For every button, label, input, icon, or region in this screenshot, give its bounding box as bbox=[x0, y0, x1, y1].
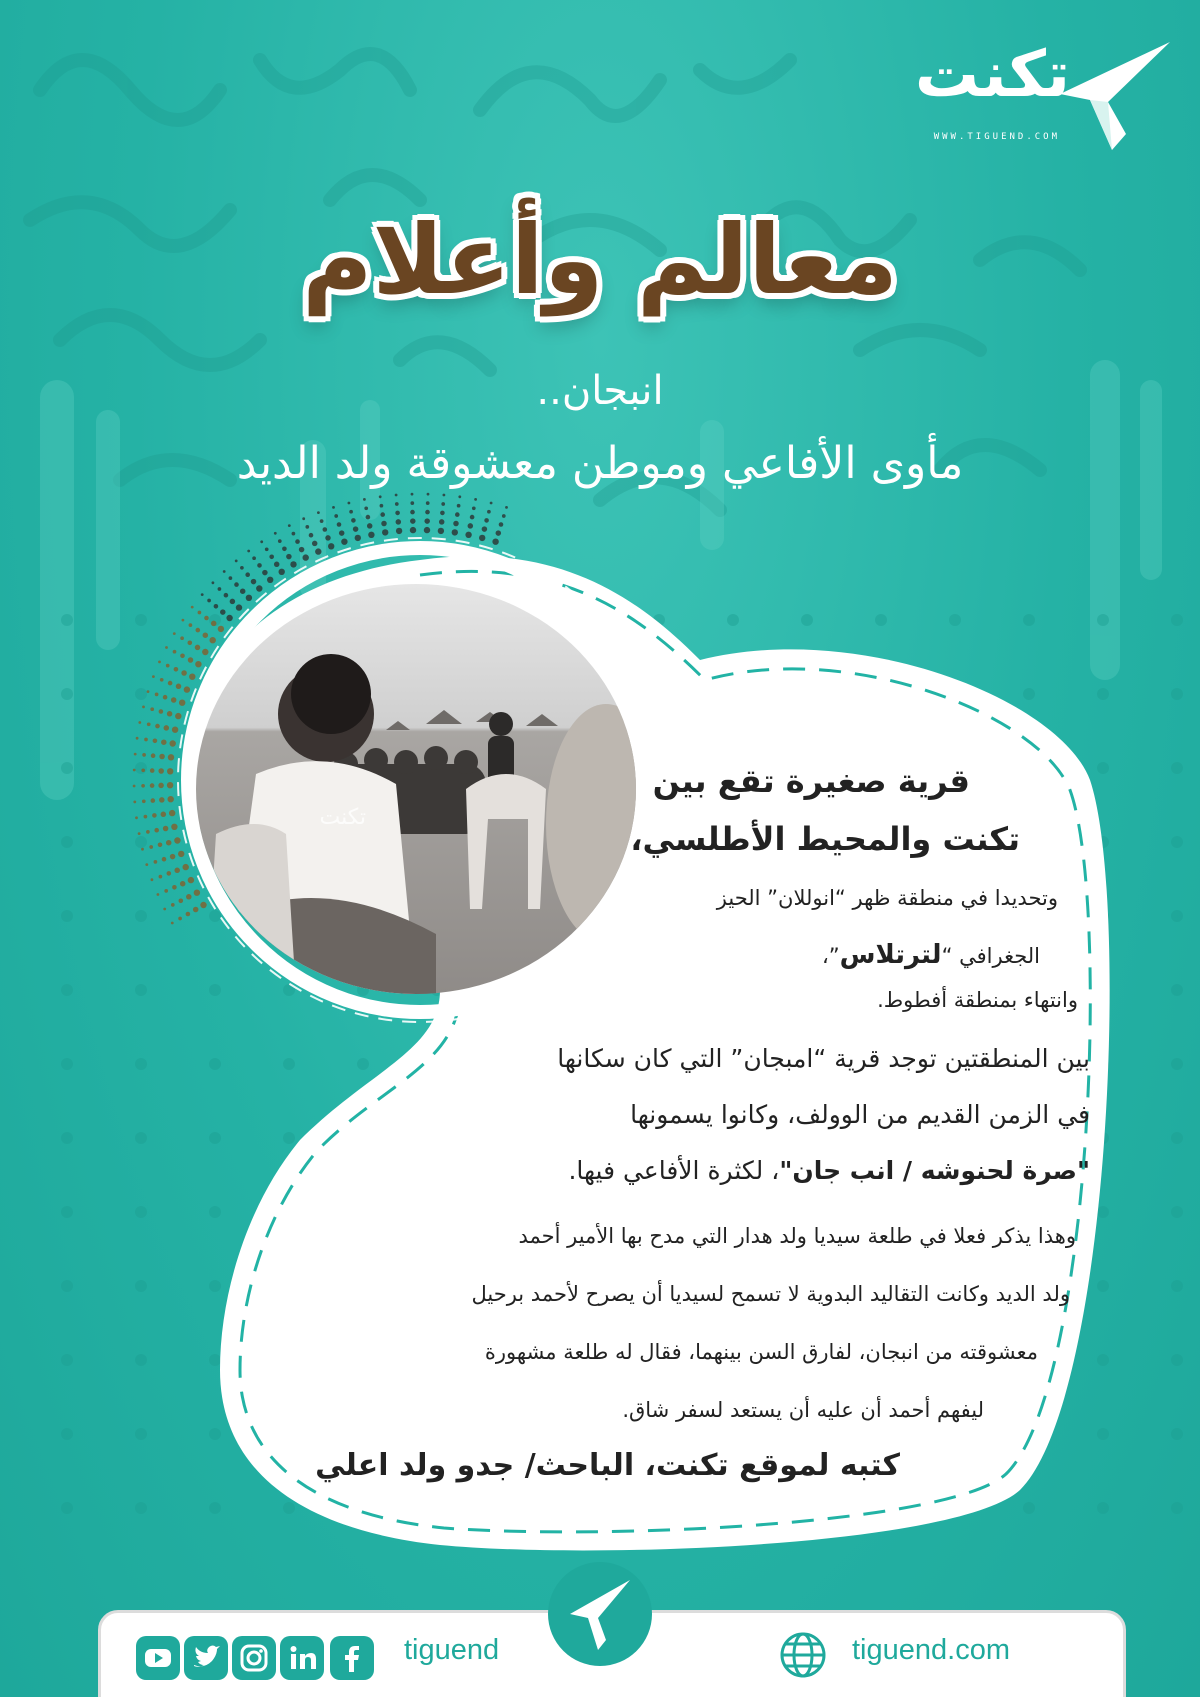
halftone-dot bbox=[173, 650, 177, 654]
halftone-dot bbox=[175, 713, 181, 719]
halftone-dot bbox=[223, 570, 226, 573]
halftone-dot bbox=[161, 812, 167, 818]
halftone-dot bbox=[167, 782, 173, 788]
halftone-dot bbox=[152, 675, 155, 678]
halftone-dot bbox=[142, 799, 146, 803]
halftone-dot bbox=[172, 727, 178, 733]
halftone-dot bbox=[472, 506, 476, 510]
halftone-dot bbox=[159, 797, 165, 803]
halftone-dot bbox=[167, 768, 173, 774]
halftone-dot bbox=[380, 512, 385, 517]
halftone-dot bbox=[299, 547, 305, 553]
halftone-dot bbox=[240, 588, 246, 594]
halftone-dot bbox=[150, 707, 154, 711]
halftone-dot bbox=[348, 502, 351, 505]
halftone-dot bbox=[201, 593, 204, 596]
halftone-dot bbox=[424, 518, 430, 524]
halftone-dot bbox=[191, 606, 194, 609]
halftone-dot bbox=[424, 527, 430, 533]
halftone-dot bbox=[138, 832, 141, 835]
halftone-dot bbox=[262, 570, 268, 576]
paragraph-line-2-b: لترتلاس bbox=[839, 940, 942, 970]
halftone-dot bbox=[182, 619, 185, 622]
halftone-dot bbox=[396, 519, 402, 525]
halftone-dot bbox=[457, 504, 461, 508]
halftone-dot bbox=[154, 828, 159, 833]
halftone-dot bbox=[395, 511, 400, 516]
halftone-dot bbox=[230, 599, 236, 605]
halftone-dot bbox=[396, 528, 402, 534]
halftone-dot bbox=[236, 604, 242, 610]
halftone-dot bbox=[183, 864, 189, 870]
halftone-dot bbox=[496, 530, 502, 536]
halftone-dot bbox=[234, 582, 239, 587]
halftone-dot bbox=[155, 693, 159, 697]
halftone-dot bbox=[439, 519, 445, 525]
paragraph-line-10: ليفهم أحمد أن عليه أن يستعد لسفر شاق. bbox=[622, 1398, 984, 1422]
halftone-dot bbox=[151, 798, 156, 803]
halftone-dot bbox=[487, 510, 491, 514]
halftone-dot bbox=[218, 587, 222, 591]
halftone-dot bbox=[349, 510, 353, 514]
halftone-dot bbox=[174, 667, 179, 672]
halftone-dot bbox=[212, 581, 215, 584]
halftone-dot bbox=[218, 626, 224, 632]
halftone-dot bbox=[169, 810, 175, 816]
halftone-dot bbox=[178, 917, 182, 921]
halftone-dot bbox=[312, 541, 318, 547]
halftone-dot bbox=[341, 539, 347, 545]
halftone-dot bbox=[158, 843, 163, 848]
halftone-dot bbox=[155, 724, 160, 729]
halftone-dot bbox=[142, 706, 145, 709]
halftone-dot bbox=[411, 493, 414, 496]
lead-line-1: قرية صغيرة تقع بين bbox=[652, 762, 970, 800]
photo-watermark: تكنت bbox=[319, 805, 366, 830]
halftone-dot bbox=[302, 517, 305, 520]
halftone-dot bbox=[246, 595, 252, 601]
halftone-dot bbox=[167, 871, 172, 876]
halftone-dot bbox=[465, 532, 471, 538]
halftone-dot bbox=[320, 519, 324, 523]
halftone-dot bbox=[240, 566, 244, 570]
halftone-dot bbox=[180, 654, 185, 659]
halftone-dot bbox=[152, 813, 157, 818]
halftone-dot bbox=[198, 611, 202, 615]
halftone-dot bbox=[278, 539, 282, 543]
paragraph-line-3: وانتهاء بمنطقة أفطوط. bbox=[877, 988, 1078, 1012]
halftone-dot bbox=[181, 670, 187, 676]
author-credit: كتبه لموقع تكنت، الباحث/ جدو ولد اعلي bbox=[315, 1448, 900, 1483]
halftone-dot bbox=[186, 912, 191, 917]
paragraph-line-8: ولد الديد وكانت التقاليد البدوية لا تسمح لسيديا أن يصرح لأحمد برحيل bbox=[471, 1282, 1070, 1306]
subtitle-line-1: انبجان.. bbox=[536, 368, 664, 414]
halftone-dot bbox=[334, 514, 338, 518]
paragraph-line-2 bbox=[822, 940, 1040, 970]
halftone-dot bbox=[168, 681, 173, 686]
halftone-dot bbox=[195, 645, 201, 651]
halftone-dot bbox=[207, 599, 211, 603]
halftone-dot bbox=[159, 875, 163, 879]
halftone-dot bbox=[141, 784, 145, 788]
logo-url: WWW.TIGUEND.COM bbox=[933, 132, 1060, 142]
halftone-dot bbox=[295, 539, 300, 544]
paragraph-line-9: معشوقته من انبجان، لفارق السن بينهما، فقال له طلعة مشهورة bbox=[484, 1340, 1038, 1364]
paragraph-line-2-a: الجغرافي “ bbox=[941, 944, 1040, 968]
halftone-dot bbox=[309, 533, 314, 538]
halftone-dot bbox=[144, 738, 148, 742]
halftone-dot bbox=[151, 878, 154, 881]
social-handle[interactable]: tiguend bbox=[404, 1634, 500, 1666]
halftone-dot bbox=[355, 535, 361, 541]
halftone-dot bbox=[146, 830, 150, 834]
halftone-dot bbox=[202, 649, 208, 655]
halftone-dot bbox=[441, 502, 445, 506]
halftone-dot bbox=[427, 493, 430, 496]
halftone-dot bbox=[204, 616, 209, 621]
halftone-dot bbox=[274, 532, 277, 535]
halftone-dot bbox=[180, 881, 186, 887]
halftone-dot bbox=[147, 722, 151, 726]
halftone-dot bbox=[133, 769, 136, 772]
halftone-dot bbox=[176, 684, 182, 690]
halftone-dot bbox=[163, 826, 169, 832]
halftone-dot bbox=[282, 547, 287, 552]
halftone-dot bbox=[353, 526, 359, 532]
halftone-dot bbox=[186, 894, 192, 900]
halftone-dot bbox=[150, 768, 155, 773]
halftone-dot bbox=[453, 521, 459, 527]
globe-icon bbox=[778, 1630, 828, 1680]
halftone-dot bbox=[368, 532, 374, 538]
lead-line-2: تكنت والمحيط الأطلسي، bbox=[630, 820, 1020, 858]
halftone-dot bbox=[484, 518, 489, 523]
instagram-icon[interactable] bbox=[232, 1636, 276, 1680]
halftone-dot bbox=[265, 547, 269, 551]
halftone-dot bbox=[458, 495, 461, 498]
halftone-dot bbox=[178, 851, 184, 857]
subtitle-line-2: مأوى الأفاعي وموطن معشوقة ولد الديد bbox=[236, 438, 964, 489]
halftone-dot bbox=[142, 753, 146, 757]
halftone-dot bbox=[332, 506, 335, 509]
halftone-dot bbox=[189, 674, 195, 680]
halftone-dot bbox=[224, 593, 229, 598]
halftone-dot bbox=[438, 528, 444, 534]
halftone-dot bbox=[363, 498, 366, 501]
halftone-dot bbox=[395, 494, 398, 497]
halftone-dot bbox=[211, 621, 217, 627]
halftone-dot bbox=[339, 530, 345, 536]
halftone-dot bbox=[167, 711, 173, 717]
halftone-dot bbox=[141, 848, 144, 851]
halftone-dot bbox=[257, 563, 262, 568]
twitter-icon[interactable] bbox=[184, 1636, 228, 1680]
halftone-dot bbox=[286, 554, 292, 560]
halftone-dot bbox=[490, 502, 493, 505]
halftone-dot bbox=[193, 907, 199, 913]
paragraph-line-1: وتحديدا في منطقة ظهر “انوللان” الحيز bbox=[716, 886, 1058, 910]
paragraph-line-6-b: ، لكثرة الأفاعي فيها. bbox=[568, 1156, 780, 1185]
footer-logo-badge bbox=[548, 1562, 652, 1666]
halftone-dot bbox=[382, 529, 388, 535]
halftone-dot bbox=[168, 796, 174, 802]
halftone-dot bbox=[468, 523, 474, 529]
paragraph-line-2-c: ”، bbox=[821, 944, 840, 968]
halftone-dot bbox=[325, 535, 331, 541]
halftone-dot bbox=[395, 502, 399, 506]
historic-photo bbox=[196, 584, 636, 994]
halftone-dot bbox=[195, 661, 201, 667]
page-title: معالم وأعلام bbox=[302, 204, 898, 316]
halftone-dot bbox=[159, 754, 165, 760]
halftone-dot bbox=[164, 889, 168, 893]
halftone-dot bbox=[171, 903, 175, 907]
halftone-dot bbox=[144, 815, 148, 819]
halftone-dot bbox=[502, 514, 506, 518]
paragraph-line-5: في الزمن القديم من الوولف، وكانوا يسمونها bbox=[630, 1100, 1090, 1129]
halftone-dot bbox=[410, 501, 414, 505]
halftone-dot bbox=[256, 585, 262, 591]
halftone-dot bbox=[479, 535, 485, 541]
halftone-dot bbox=[162, 857, 167, 862]
halftone-dot bbox=[170, 854, 176, 860]
halftone-dot bbox=[145, 863, 148, 866]
halftone-dot bbox=[134, 753, 137, 756]
halftone-dot bbox=[245, 572, 250, 577]
halftone-dot bbox=[251, 579, 257, 585]
halftone-dot bbox=[328, 543, 334, 549]
halftone-dot bbox=[290, 561, 296, 567]
halftone-dot bbox=[315, 548, 321, 554]
halftone-dot bbox=[188, 641, 193, 646]
footer-bird-icon bbox=[548, 1562, 652, 1666]
halftone-dot bbox=[160, 678, 164, 682]
halftone-dot bbox=[133, 801, 136, 804]
youtube-icon[interactable] bbox=[136, 1636, 180, 1680]
halftone-dot bbox=[141, 768, 145, 772]
logo-wordmark: تكنت bbox=[914, 38, 1070, 112]
halftone-dot bbox=[292, 532, 296, 536]
halftone-dot bbox=[367, 523, 373, 529]
halftone-dot bbox=[337, 522, 342, 527]
paragraph-line-4: بين المنطقتين توجد قرية “امبجان” التي كان سكانها bbox=[557, 1044, 1090, 1073]
halftone-dot bbox=[317, 511, 320, 514]
halftone-dot bbox=[168, 754, 174, 760]
halftone-dot bbox=[149, 845, 153, 849]
halftone-dot bbox=[425, 510, 430, 515]
halftone-dot bbox=[179, 700, 185, 706]
halftone-dot bbox=[247, 550, 250, 553]
halftone-dot bbox=[153, 739, 158, 744]
halftone-dot bbox=[188, 657, 194, 663]
halftone-dot bbox=[351, 518, 356, 523]
halftone-dot bbox=[165, 646, 168, 649]
halftone-dot bbox=[174, 837, 180, 843]
halftone-dot bbox=[452, 529, 458, 535]
paragraph-line-6 bbox=[568, 1156, 1090, 1185]
halftone-dot bbox=[158, 768, 164, 774]
halftone-dot bbox=[505, 506, 508, 509]
halftone-dot bbox=[163, 908, 166, 911]
halftone-dot bbox=[138, 721, 141, 724]
halftone-dot bbox=[210, 637, 216, 643]
halftone-dot bbox=[474, 498, 477, 501]
facebook-icon[interactable] bbox=[330, 1636, 374, 1680]
halftone-dot bbox=[440, 511, 445, 516]
halftone-dot bbox=[135, 816, 138, 819]
halftone-dot bbox=[267, 577, 273, 583]
halftone-dot bbox=[269, 555, 274, 560]
halftone-dot bbox=[200, 902, 206, 908]
halftone-dot bbox=[279, 569, 285, 575]
halftone-dot bbox=[171, 697, 177, 703]
halftone-dot bbox=[179, 899, 184, 904]
halftone-dot bbox=[158, 661, 161, 664]
halftone-dot bbox=[379, 495, 382, 498]
photo-illustration bbox=[196, 584, 636, 994]
halftone-dot bbox=[410, 527, 416, 533]
halftone-dot bbox=[150, 783, 155, 788]
halftone-dot bbox=[499, 522, 504, 527]
halftone-dot bbox=[173, 632, 176, 635]
halftone-dot bbox=[189, 623, 193, 627]
halftone-dot bbox=[161, 739, 167, 745]
halftone-dot bbox=[171, 922, 174, 925]
halftone-dot bbox=[443, 494, 446, 497]
halftone-dot bbox=[492, 539, 498, 545]
halftone-dot bbox=[303, 554, 309, 560]
halftone-dot bbox=[364, 506, 368, 510]
halftone-dot bbox=[229, 576, 233, 580]
halftone-dot bbox=[235, 560, 238, 563]
halftone-dot bbox=[323, 527, 328, 532]
halftone-dot bbox=[172, 885, 177, 890]
halftone-dot bbox=[381, 521, 387, 527]
halftone-dot bbox=[214, 604, 219, 609]
halftone-dot bbox=[288, 524, 291, 527]
halftone-dot bbox=[159, 709, 164, 714]
halftone-dot bbox=[174, 868, 180, 874]
halftone-dot bbox=[410, 510, 415, 515]
halftone-dot bbox=[151, 753, 156, 758]
halftone-dot bbox=[147, 690, 150, 693]
halftone-dot bbox=[158, 783, 164, 789]
halftone-dot bbox=[305, 525, 309, 529]
halftone-dot bbox=[220, 609, 226, 615]
linkedin-icon[interactable] bbox=[280, 1636, 324, 1680]
halftone-dot bbox=[366, 515, 371, 520]
halftone-dot bbox=[426, 501, 430, 505]
halftone-dot bbox=[410, 518, 416, 524]
halftone-dot bbox=[260, 540, 263, 543]
halftone-dot bbox=[171, 824, 177, 830]
halftone-dot bbox=[164, 725, 170, 731]
halftone-dot bbox=[380, 504, 384, 508]
halftone-dot bbox=[194, 890, 200, 896]
halftone-dot bbox=[482, 526, 488, 532]
halftone-dot bbox=[184, 686, 190, 692]
halftone-dot bbox=[166, 840, 172, 846]
website-link[interactable]: tiguend.com bbox=[852, 1634, 1010, 1666]
halftone-dot bbox=[203, 632, 209, 638]
halftone-dot bbox=[455, 512, 460, 517]
halftone-dot bbox=[188, 877, 194, 883]
paragraph-line-7: وهذا يذكر فعلا في طلعة سيديا ولد هدار التي مدح بها الأمير أحمد bbox=[518, 1224, 1076, 1248]
halftone-dot bbox=[252, 556, 256, 560]
halftone-dot bbox=[157, 893, 160, 896]
halftone-dot bbox=[226, 615, 232, 621]
halftone-dot bbox=[170, 740, 176, 746]
halftone-dot bbox=[166, 664, 170, 668]
halftone-dot bbox=[154, 860, 158, 864]
halftone-dot bbox=[180, 636, 184, 640]
halftone-dot bbox=[470, 515, 475, 520]
halftone-dot bbox=[274, 562, 280, 568]
halftone-dot bbox=[163, 695, 168, 700]
paragraph-line-6-a: "صرة لحنوشه / انب جان" bbox=[779, 1156, 1090, 1185]
halftone-dot bbox=[196, 628, 201, 633]
halftone-dot bbox=[133, 785, 136, 788]
halftone-dot bbox=[136, 737, 139, 740]
